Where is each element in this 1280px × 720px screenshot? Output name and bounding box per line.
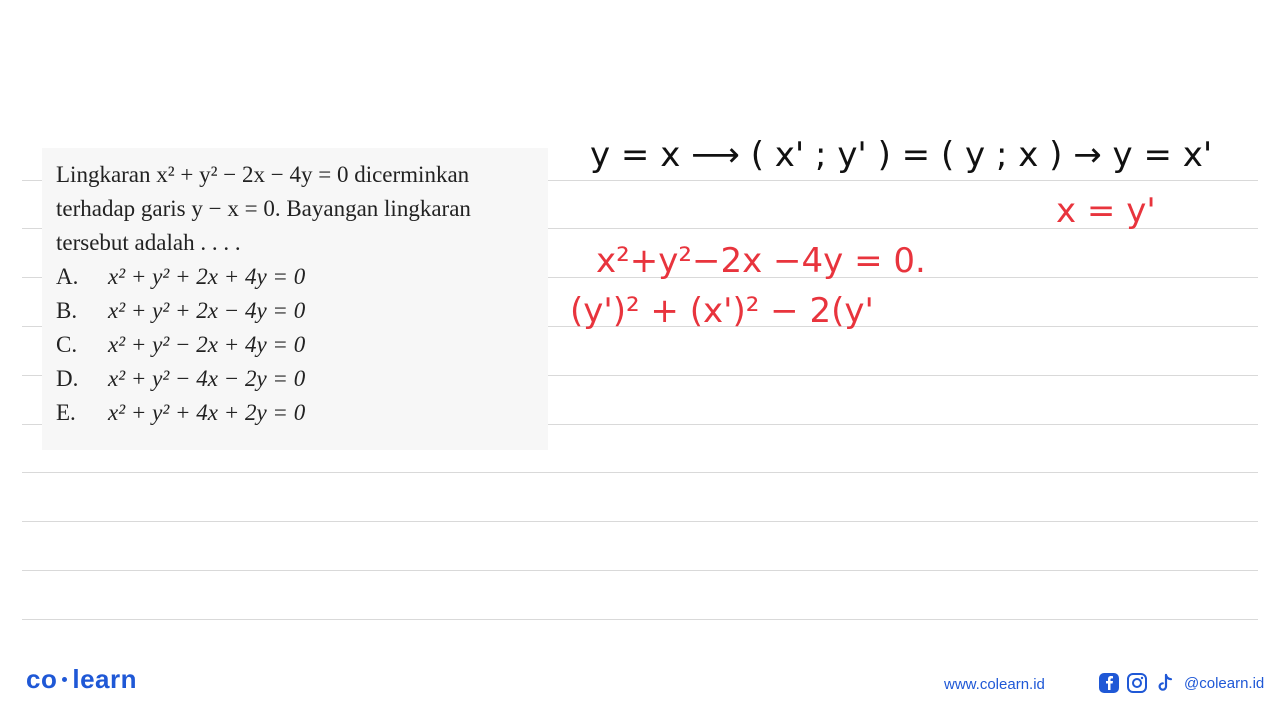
option-letter: D. [56, 366, 79, 391]
ruled-line [22, 570, 1258, 571]
option-text: x² + y² − 4x − 2y = 0 [108, 366, 306, 391]
option-b[interactable] [56, 294, 305, 328]
option-text: x² + y² + 2x + 4y = 0 [108, 264, 306, 289]
stem-line: tersebut adalah . . . . [56, 230, 241, 255]
option-text: x² + y² − 2x + 4y = 0 [108, 332, 306, 357]
logo-text-learn: learn [72, 664, 137, 694]
logo-text-co: co [26, 664, 58, 694]
option-letter: B. [56, 298, 78, 323]
option-c[interactable] [56, 328, 305, 362]
facebook-icon[interactable] [1098, 672, 1120, 694]
instagram-icon[interactable] [1126, 672, 1148, 694]
question-card [42, 148, 548, 450]
ruled-line [22, 619, 1258, 620]
option-e[interactable] [56, 396, 305, 430]
ruled-line [22, 521, 1258, 522]
handwriting-line-2: x = y' [1056, 191, 1156, 231]
colearn-logo[interactable] [26, 664, 137, 695]
option-letter: C. [56, 332, 78, 357]
option-a[interactable] [56, 260, 305, 294]
question-stem [56, 158, 546, 260]
option-text: x² + y² + 2x − 4y = 0 [108, 298, 306, 323]
ruled-line [22, 472, 1258, 473]
option-letter: A. [56, 264, 79, 289]
social-handle[interactable]: @colearn.id [1184, 674, 1265, 692]
option-d[interactable] [56, 362, 305, 396]
handwriting-line-4: (y')² + (x')² − 2(y' [570, 291, 874, 331]
website-link[interactable]: www.colearn.id [944, 676, 1045, 693]
option-text: x² + y² + 4x + 2y = 0 [108, 400, 306, 425]
stem-line: Lingkaran x² + y² − 2x − 4y = 0 dicerminkan [56, 162, 470, 187]
social-links [1098, 672, 1264, 694]
tiktok-icon[interactable] [1154, 672, 1176, 694]
stem-line: terhadap garis y − x = 0. Bayangan lingkaran [56, 196, 471, 221]
logo-dot [62, 677, 67, 682]
handwriting-line-3: x²+y²−2x −4y = 0. [596, 241, 926, 281]
option-letter: E. [56, 400, 76, 425]
handwriting-line-1: y = x ⟶ ( x' ; y' ) = ( y ; x ) → y = x' [590, 135, 1213, 175]
